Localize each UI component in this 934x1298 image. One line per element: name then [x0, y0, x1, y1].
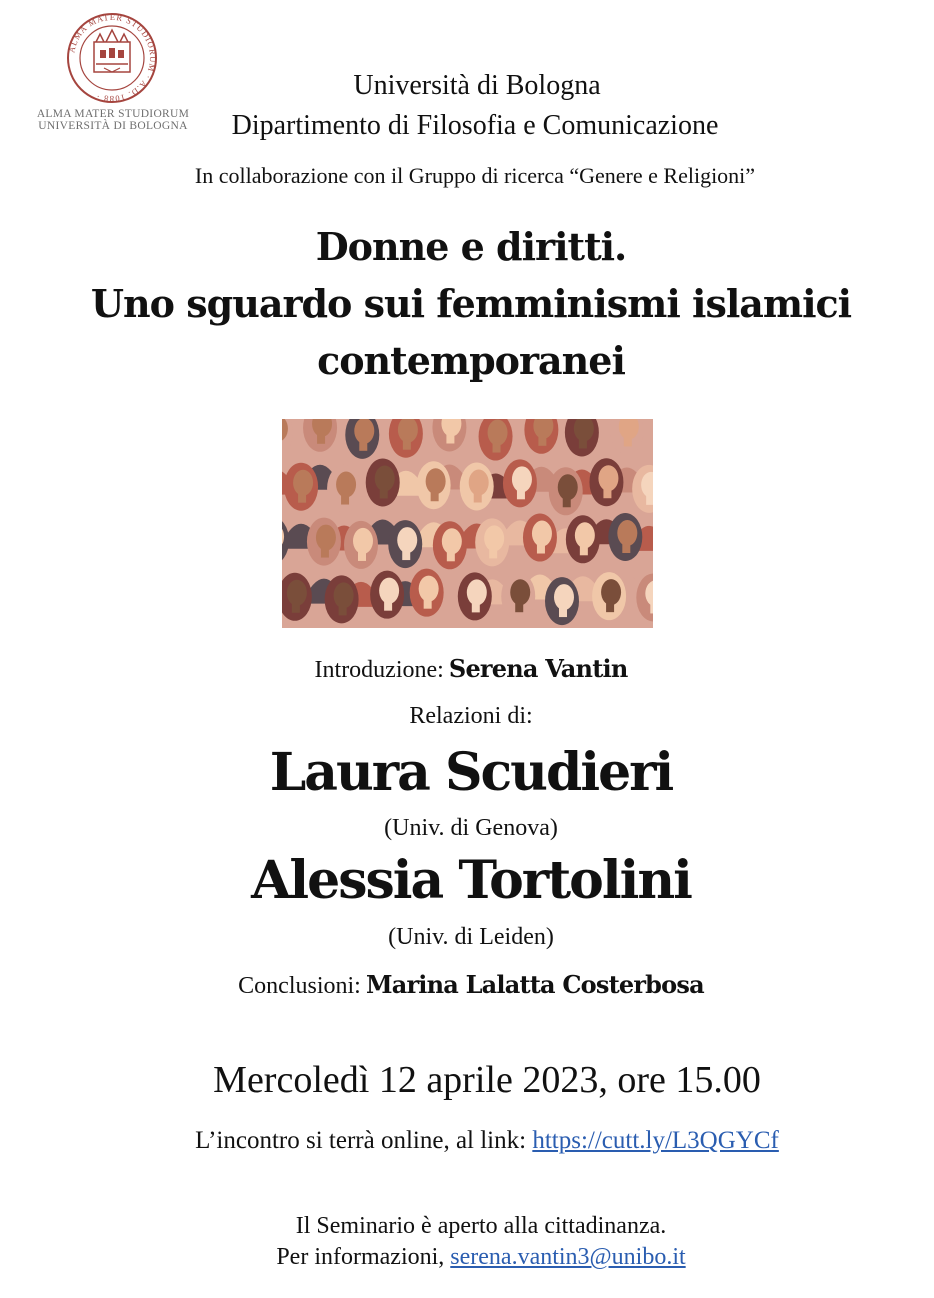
women-crowd-icon [282, 419, 653, 628]
event-date: Mercoledì 12 aprile 2023, ore 15.00 [213, 1059, 761, 1101]
logo-caption-line2: UNIVERSITÀ DI BOLOGNA [38, 120, 188, 132]
online-line [20, 1127, 934, 1155]
title-line-2: Uno sguardo sui femminismi islamici [90, 281, 852, 326]
relations-label: Relazioni di: [409, 703, 533, 729]
speaker-2-name: Alessia Tortolini [251, 850, 691, 911]
open-to-public-text: Il Seminario è aperto alla cittadinanza. [295, 1213, 667, 1239]
logo-caption-line1: ALMA MATER STUDIORUM [36, 108, 190, 120]
info-line [14, 1244, 934, 1271]
info-text: Per informazioni, [276, 1244, 445, 1270]
conclusion-label: Conclusioni: [238, 973, 361, 999]
speaker-1-name: Laura Scudieri [269, 742, 673, 803]
speaker-1-affiliation: (Univ. di Genova) [384, 815, 558, 841]
collaboration-line: In collaborazione con il Gruppo di ricerca “Genere e Religioni” [194, 163, 756, 188]
speaker-2-affiliation: (Univ. di Leiden) [388, 924, 554, 950]
title-line-3: contemporanei [317, 338, 625, 383]
event-link[interactable]: https://cutt.ly/L3QGYCf [532, 1127, 779, 1154]
introduction-label: Introduzione: [314, 657, 444, 683]
university-name: Università di Bologna [353, 70, 601, 101]
conclusion-speaker: Marina Lalatta Costerbosa [365, 970, 704, 999]
svg-text:ALMA MATER STUDIORUM · A.D. 10: ALMA MATER STUDIORUM · A.D. 1088 · [66, 12, 158, 104]
department-name: Dipartimento di Filosofia e Comunicazione [231, 110, 719, 141]
online-text: L’incontro si terrà online, al link: [195, 1127, 527, 1154]
contact-email-link[interactable]: serena.vantin3@unibo.it [450, 1244, 686, 1270]
conclusion-line [4, 970, 934, 1000]
title-line-1: Donne e diritti. [315, 224, 627, 269]
introduction-speaker: Serena Vantin [448, 654, 628, 683]
women-crowd-illustration [282, 419, 653, 628]
introduction-line [4, 654, 934, 684]
